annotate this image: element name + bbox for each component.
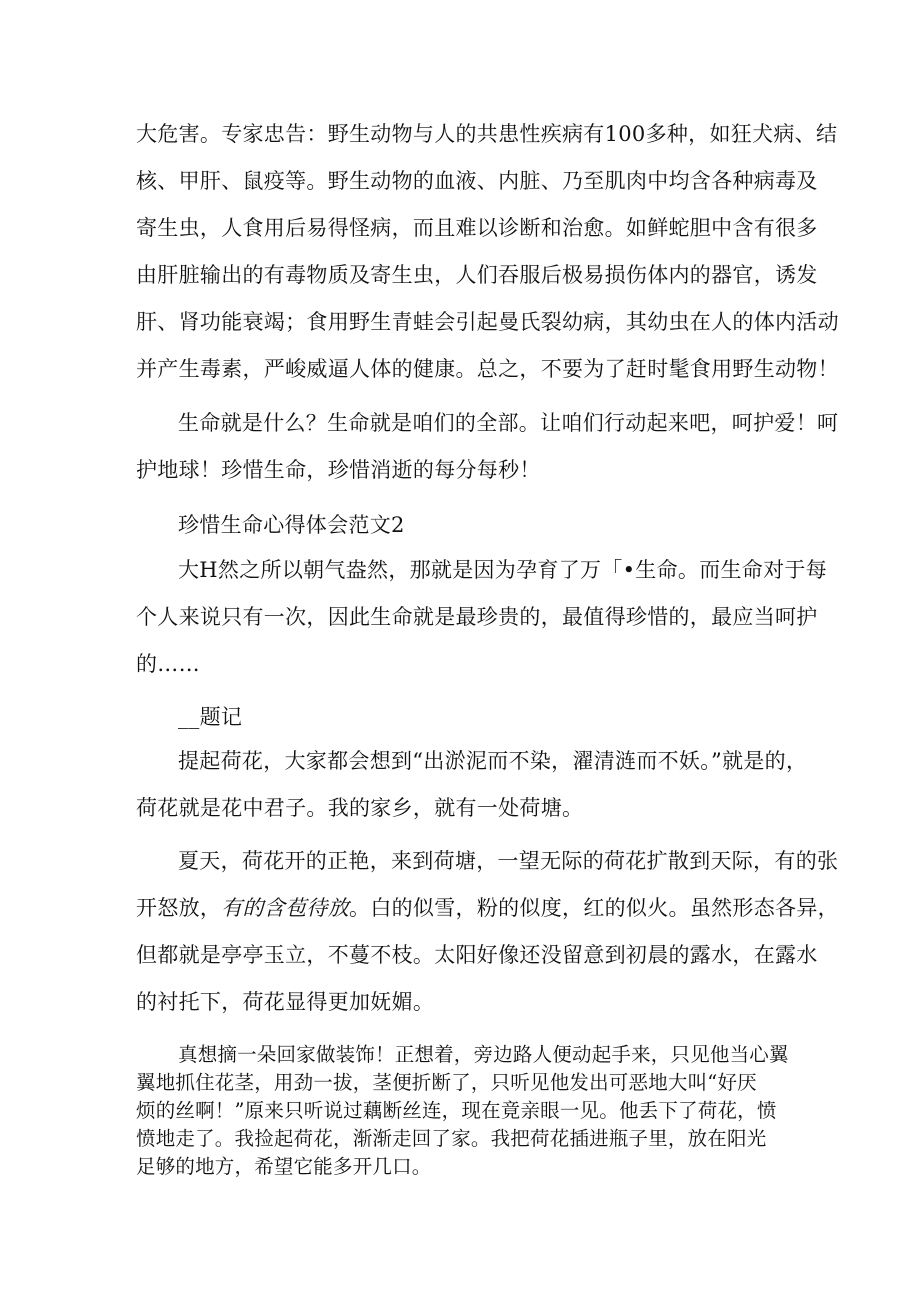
paragraph-line: 大危害。专家忠告：野生动物与人的共患性疾病有100多种，如狂犬病、结 [136, 122, 838, 146]
paragraph-line: 大H然之所以朝气盎然，那就是因为孕育了万「•生命。而生命对于每 [178, 558, 827, 582]
paragraph-line: 翼地抓住花茎，用劲一拔，茎便折断了，只听见他发出可恶地大叫“好厌 [136, 1071, 757, 1094]
paragraph-line: 核、甲肝、鼠疫等。野生动物的血液、内脏、乃至肌肉中均含各种病毒及 [136, 169, 818, 193]
paragraph-line: 并产生毒素，严峻威逼人体的健康。总之，不要为了赶时髦食用野生动物！ [136, 357, 839, 381]
inscription: __题记 [178, 705, 243, 729]
paragraph-line: 的衬托下，荷花显得更加妩媚。 [136, 990, 435, 1014]
text-segment: 。白的似雪，粉的似度，红的似火。虽然形态各异， [349, 896, 839, 920]
paragraph-line: 真想摘一朵回家做装饰！正想着，旁边路人便动起手来，只见他当心翼 [178, 1043, 789, 1066]
paragraph-line: 肝、肾功能衰竭；食用野生青蛙会引起曼氏裂幼病，其幼虫在人的体内活动 [136, 310, 839, 334]
paragraph-line: 护地球！珍惜生命，珍惜消逝的每分每秒！ [136, 458, 541, 482]
italic-phrase: 有的含苞待放 [221, 896, 350, 920]
paragraph-line: 烦的丝啊！”原来只听说过藕断丝连，现在竟亲眼一见。他丢下了荷花，愤 [136, 1099, 777, 1122]
paragraph-line: 愤地走了。我捡起荷花，渐渐走回了家。我把荷花插进瓶子里，放在阳光 [136, 1127, 767, 1150]
paragraph-line: 荷花就是花中君子。我的家乡，就有一处荷塘。 [136, 796, 584, 820]
paragraph-line: 的…… [136, 652, 200, 676]
paragraph-line: 寄生虫，人食用后易得怪病，而且难以诊断和治愈。如鲜蛇胆中含有很多 [136, 216, 818, 240]
paragraph-line: 夏天，荷花开的正艳，来到荷塘，一望无际的荷花扩散到天际，有的张 [178, 849, 839, 873]
text-segment: 开怒放， [136, 896, 222, 920]
paragraph-line: 足够的地方，希望它能多开几口。 [136, 1155, 432, 1178]
section-heading: 珍惜生命心得体会范文2 [178, 513, 405, 537]
paragraph-line: 提起荷花，大家都会想到“出淤泥而不染，濯清涟而不妖。”就是的， [178, 749, 808, 773]
paragraph-line [136, 895, 839, 921]
paragraph-line: 由肝脏输出的有毒物质及寄生虫，人们吞服后极易损伤体内的器官，诱发 [136, 263, 818, 287]
paragraph-line: 生命就是什么？生命就是咱们的全部。让咱们行动起来吧，呵护爱！呵 [178, 411, 839, 435]
paragraph-line: 但都就是亭亭玉立，不蔓不枝。太阳好像还没留意到初晨的露水，在露水 [136, 943, 818, 967]
paragraph-line: 个人来说只有一次，因此生命就是最珍贵的，最值得珍惜的，最应当呵护 [136, 605, 818, 629]
